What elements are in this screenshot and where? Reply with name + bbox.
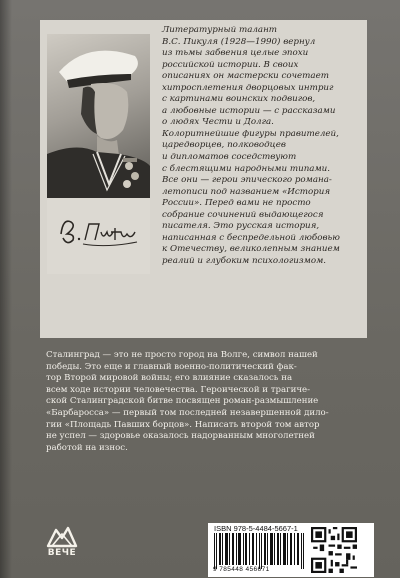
bio-line: из тьмы забвения целые эпохи [162,48,309,59]
description-line: работой на износ. [46,442,128,453]
description-line: «Барбаросса» — первый том последней незавершенной дило- [46,407,329,418]
bio-line: Все они — герои эпического романа- [162,175,332,186]
description-line: победы. Это еще и главный военно-политический фак- [46,361,297,372]
bio-line: царедворцев, полководцев [162,140,286,151]
bio-line: Колоритнейшие фигуры правителей, [162,128,339,139]
book-description [46,350,364,454]
bio-line: и дипломатов соседствуют [162,152,297,163]
qr-code-icon [311,527,357,573]
author-signature [57,212,141,252]
bio-line: написанная с беспредельной любовью [162,232,340,243]
bio-line: летописи под названием «История [162,186,331,197]
description-line: Сталинград — это не просто город на Волге, символ нашей [46,350,318,360]
author-photo [47,34,150,198]
bio-line: хитросплетения дворцовых интриг [162,82,334,93]
description-line: всем ходе истории человечества. Героической и трагиче- [46,384,311,395]
bio-line: о людях Чести и Долга. [162,117,274,128]
description-line: тор Второй мировой войны; его влияние сказалось на [46,373,293,384]
bio-line: В.С. Пикуля (1928—1990) вернул [162,36,316,47]
description-line: не успел — здоровье оказалось надорванным многолетней [46,431,315,442]
barcode-digits: 9 785448 456671 [213,566,270,573]
bio-line: с блестящими народными типами. [162,163,331,174]
bio-line: Литературный талант [162,25,278,35]
bio-line: описаниях он мастерски сочетает [162,71,329,82]
signature-box [47,198,150,274]
spine-shadow [0,0,12,578]
bio-line: России». Перед вами не просто [162,198,311,209]
author-portrait-illustration [47,34,150,198]
description-line: гии «Площадь Павших борцов». Написать второй том автор [46,419,320,430]
description-line: ской Сталинградской битве посвящен роман-размышление [46,396,319,407]
bio-line: с картинами воинских подвигов, [162,94,316,105]
bio-line: реалий и глубоким психологизмом. [162,255,327,266]
publisher-name: ВЕЧЕ [47,548,77,558]
isbn-label: ISBN 978-5-4484-5667-1 [214,524,298,533]
bio-line: к Отечеству, великолепным знанием [162,244,340,255]
bio-line: писателя. Это русская история, [162,221,320,232]
bio-line: российской истории. В своих [162,59,299,70]
author-bio [162,25,362,267]
bio-line: собрание сочинений выдающегося [162,209,324,220]
barcode-icon [214,533,306,569]
author-panel [40,20,367,338]
bio-line: а любовные истории — с рассказами [162,105,336,116]
